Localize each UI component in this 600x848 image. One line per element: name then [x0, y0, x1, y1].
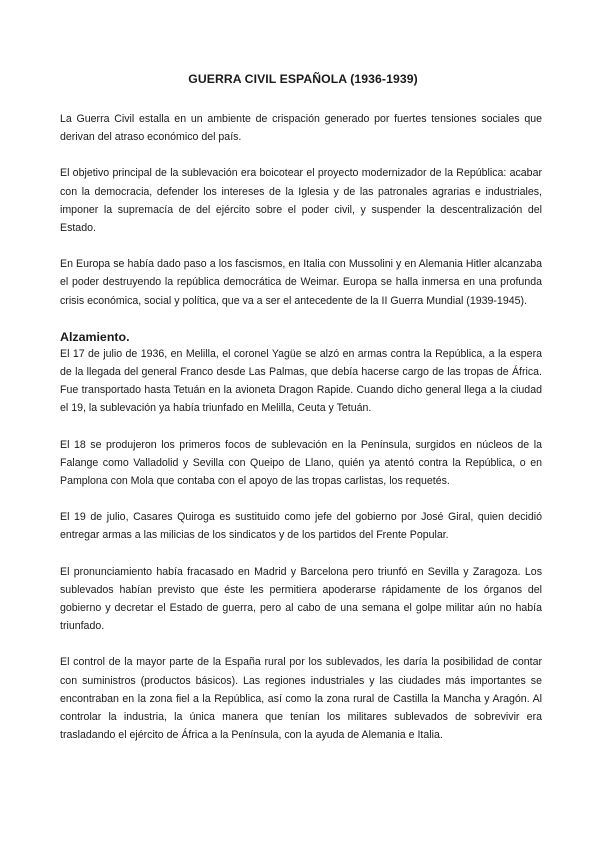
section-paragraph-4: El pronunciamiento había fracasado en Madrid y Barcelona pero triunfó en Sevilla y Zaragoza. Los sublevados habían previsto que éste les permitiera apoderarse rápidamente de los órganos del gobierno y decretar el Estado de guerra, pero al cabo de una semana el golpe militar aún no había triunfado.: [60, 565, 542, 633]
intro-paragraph-2: El objetivo principal de la sublevación era boicotear el proyecto modernizador de la República: acabar con la democracia, defender los intereses de la Iglesia y de las patronales agrarias e industriales, imponer la supremacía de del ejército sobre el poder civil, y suspender la descentralización del Estado.: [60, 167, 542, 235]
section-paragraph-3: El 19 de julio, Casares Quiroga es sustituido como jefe del gobierno por José Giral, quien decidió entregar armas a las milicias de los sindicatos y de los partidos del Frente Popular.: [60, 511, 542, 542]
section-paragraph-2: El 18 se produjeron los primeros focos de sublevación en la Península, surgidos en núcleos de la Falange como Valladolid y Sevilla con Queipo de Llano, quién ya atentó contra la República, o en Pamplona con Mola que contaba con el apoyo de las tropas carlistas, los requetés.: [60, 438, 542, 488]
intro-paragraph-1: La Guerra Civil estalla en un ambiente de crispación generado por fuertes tensiones sociales que derivan del atraso económico del país.: [60, 113, 542, 144]
document-title: GUERRA CIVIL ESPAÑOLA (1936-1939): [188, 72, 418, 86]
section-heading: Alzamiento.: [60, 329, 130, 344]
intro-paragraph-3: En Europa se había dado paso a los fascismos, en Italia con Mussolini y en Alemania Hitler alcanzaba el poder destruyendo la república democrática de Weimar. Europa se halla inmersa en una profunda crisis económica, social y política, que va a ser el antecedente de la II Guerra Mundial (1939-1945).: [60, 258, 542, 307]
section-paragraph-1: El 17 de julio de 1936, en Melilla, el coronel Yagüe se alzó en armas contra la República, a la espera de la llegada del general Franco desde Las Palmas, que debía hacerse cargo de las tropas de África. Fue transportado hasta Tetuán en la avioneta Dragon Rapide. Cuando dicho general llega a la ciudad el 19, la sublevación ya había triunfado en Melilla, Ceuta y Tetuán.: [60, 347, 542, 415]
section-paragraph-5: El control de la mayor parte de la España rural por los sublevados, les daría la posibilidad de contar con suministros (productos básicos). Las regiones industriales y las ciudades más importantes se encontraban en la zona fiel a la República, así como la zona rural de Castilla la Mancha y Aragón. Al controlar la industria, la única manera que tenían los militares sublevados de sobrevivir era trasladando el ejército de África a la Península, con la ayuda de Alemania e Italia.: [60, 656, 542, 742]
